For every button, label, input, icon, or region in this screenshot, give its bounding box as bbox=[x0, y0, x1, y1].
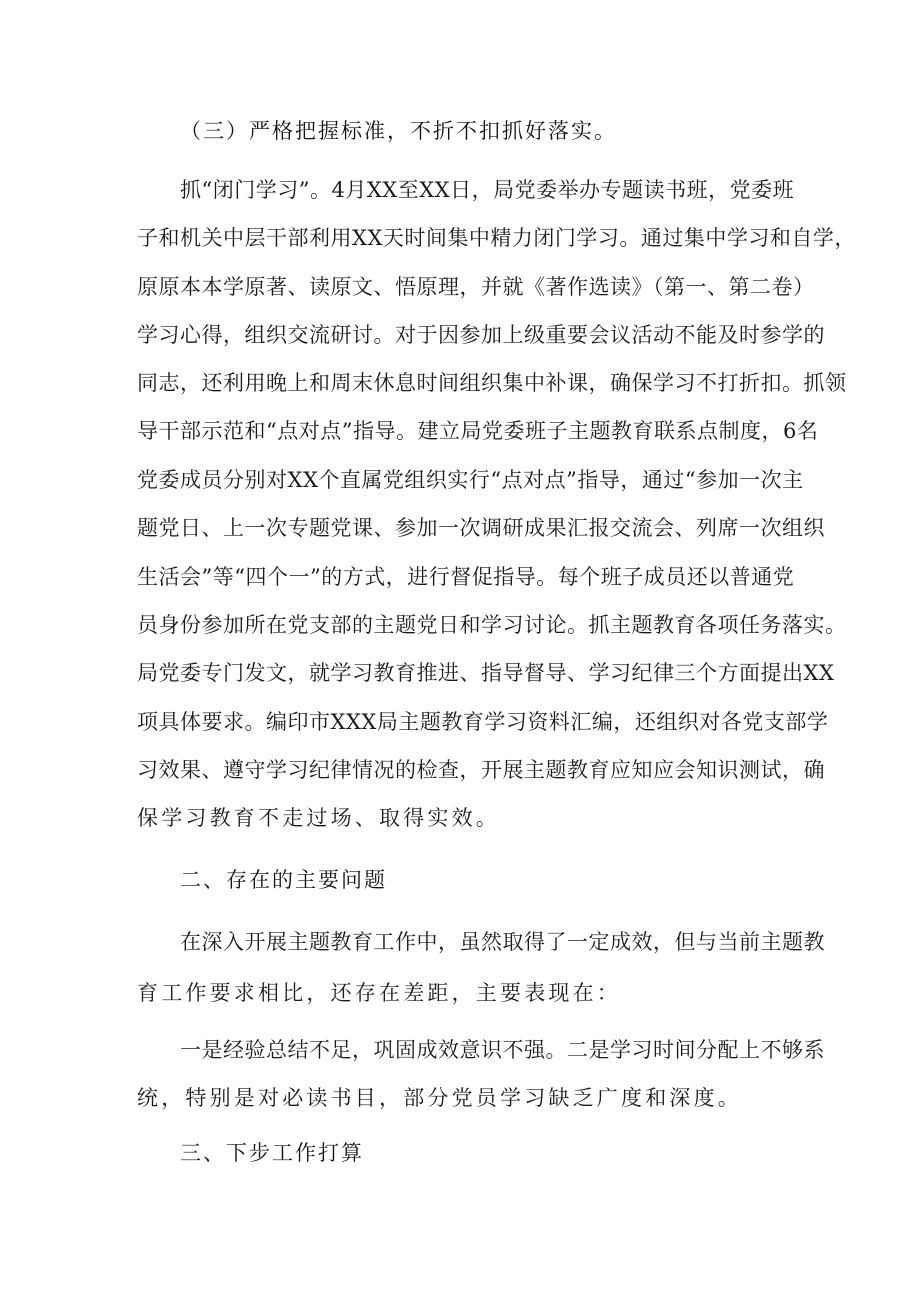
section-heading: 二、存在的主要问题 bbox=[180, 868, 387, 892]
paragraph-line: 育工作要求相比，还存在差距，主要表现在： bbox=[137, 981, 621, 1005]
paragraph-line: 局党委专门发文，就学习教育推进、指导督导、学习纪律三个方面提出XX bbox=[137, 661, 835, 685]
paragraph-line: 子和机关中层干部利用XX天时间集中精力闭门学习。通过集中学习和自学， bbox=[137, 226, 856, 250]
paragraph-line: 题党日、上一次专题党课、参加一次调研成果汇报交流会、列席一次组织 bbox=[137, 516, 825, 540]
paragraph-line: 项具体要求。编印市XXX局主题教育学习资料汇编，还组织对各党支部学 bbox=[137, 710, 829, 734]
paragraph-line: 同志，还利用晚上和周末休息时间组织集中补课，确保学习不打折扣。抓领 bbox=[137, 371, 847, 395]
paragraph-line: 抓“闭门学习”。4月XX至XX日，局党委举办专题读书班，党委班 bbox=[180, 178, 795, 202]
paragraph-line: 习效果、遵守学习纪律情况的检查，开展主题教育应知应会知识测试，确 bbox=[137, 758, 825, 782]
paragraph-line: 一是经验总结不足，巩固成效意识不强。二是学习时间分配上不够系 bbox=[180, 1038, 825, 1062]
paragraph-line: 在深入开展主题教育工作中，虽然取得了一定成效，但与当前主题教 bbox=[180, 930, 825, 954]
paragraph-line: 保学习教育不走过场、取得实效。 bbox=[137, 806, 500, 830]
paragraph-line: 原原本本学原著、读原文、悟原理，并就《著作选读》（第一、第二卷） bbox=[137, 275, 815, 299]
paragraph-line: 生活会”等“四个一”的方式，进行督促指导。每个班子成员还以普通党 bbox=[137, 565, 795, 589]
paragraph-line: 员身份参加所在党支部的主题党日和学习讨论。抓主题教育各项任务落实。 bbox=[137, 613, 847, 637]
paragraph-line: 学习心得，组织交流研讨。对于因参加上级重要会议活动不能及时参学的 bbox=[137, 323, 825, 347]
paragraph-line: 导干部示范和“点对点”指导。建立局党委班子主题教育联系点制度，6名 bbox=[137, 419, 819, 443]
subsection-heading: （三）严格把握标准，不折不扣抓好落实。 bbox=[180, 119, 617, 143]
section-heading: 三、下步工作打算 bbox=[180, 1141, 364, 1165]
paragraph-line: 党委成员分别对XX个直属党组织实行“点对点”指导，通过“参加一次主 bbox=[137, 468, 804, 492]
paragraph-line: 统，特别是对必读书目，部分党员学习缺乏广度和深度。 bbox=[137, 1086, 742, 1110]
